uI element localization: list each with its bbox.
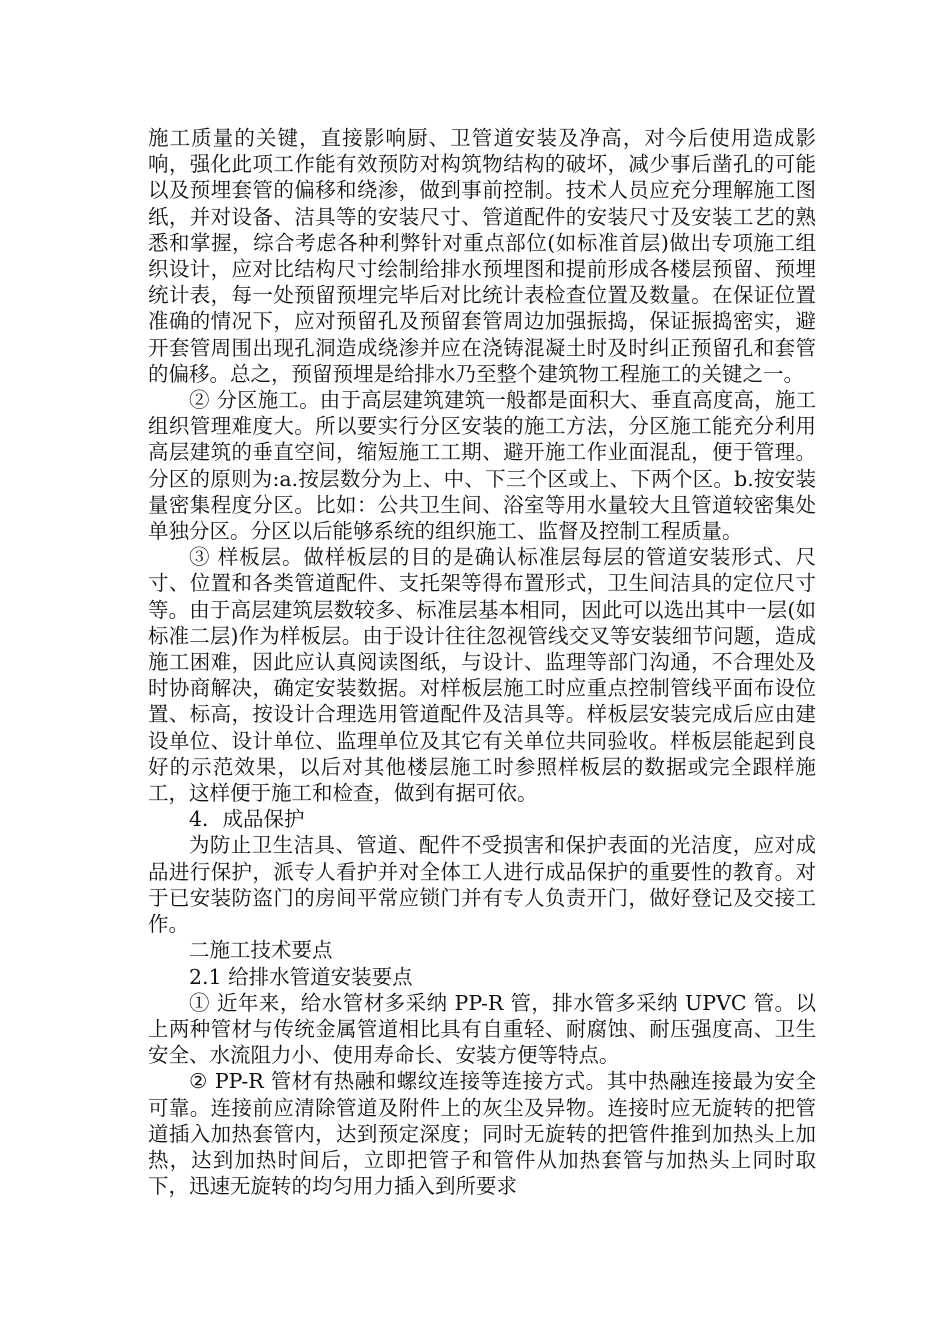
paragraph-zoned-construction: ② 分区施工。由于高层建筑建筑一般都是面积大、垂直高度高，施工组织管理难度大。所以要实行分区安装的施工方法，分区施工能充分利用高层建筑的垂直空间，缩短施工工期、避开施工作业面混乱，便于管理。分区的原则为:a.按层数分为上、中、下三个区或上、下两个区。b.按安装量密集程度分区。比如：公共卫生间、浴室等用水量较大且管道较密集处单独分区。分区以后能够系统的组织施工、监督及控制工程质量。 [148, 388, 816, 544]
heading-pipe-installation: 2.1 给排水管道安装要点 [189, 964, 413, 989]
paragraph-preembedding-summary: 施工质量的关键，直接影响厨、卫管道安装及净高，对今后使用造成影响，强化此项工作能有效预防对构筑物结构的破坏，减少事后凿孔的可能以及预埋套管的偏移和绕渗，做到事前控制。技术人员应充分理解施工图纸，并对设备、洁具等的安装尺寸、管道配件的安装尺寸及安装工艺的熟悉和掌握，综合考虑各种利弊针对重点部位(如标准首层)做出专项施工组织设计，应对比结构尺寸绘制给排水预埋图和提前形成各楼层预留、预埋统计表，每一处预留预埋完毕后对比统计表检查位置及数量。在保证位置准确的情况下，应对预留孔及预留套管周边加强振捣，保证振捣密实，避开套管周围出现孔洞造成绕渗并应在浇铸混凝土时及时纠正预留孔和套管的偏移。总之，预留预埋是给排水乃至整个建筑物工程施工的关键之一。 [148, 126, 816, 386]
paragraph-product-protection: 为防止卫生洁具、管道、配件不受损害和保护表面的光洁度，应对成品进行保护，派专人看护并对全体工人进行成品保护的重要性的教育。对于已安装防盗门的房间平常应锁门并有专人负责开门，做好登记及交接工作。 [148, 833, 816, 937]
paragraph-sample-floor: ③ 样板层。做样板层的目的是确认标准层每层的管道安装形式、尺寸、位置和各类管道配件、支托架等得布置形式，卫生间洁具的定位尺寸等。由于高层建筑层数较多、标准层基本相同，因此可以选出其中一层(如标准二层)作为样板层。由于设计往往忽视管线交叉等安装细节问题，造成施工困难，因此应认真阅读图纸，与设计、监理等部门沟通，不合理处及时协商解决，确定安装数据。对样板层施工时应重点控制管线平面布设位置、标高，按设计合理选用管道配件及洁具等。样板层安装完成后应由建设单位、设计单位、监理单位及其它有关单位共同验收。样板层能起到良好的示范效果，以后对其他楼层施工时参照样板层的数据或完全跟样施工，这样便于施工和检查，做到有据可依。 [148, 545, 816, 806]
paragraph-ppr-connection: ② PP-R 管材有热融和螺纹连接等连接方式。其中热融连接最为安全可靠。连接前应清除管道及附件上的灰尘及异物。连接时应无旋转的把管道插入加热套管内，达到预定深度；同时无旋转的把管件推到加热头上加热，达到加热时间后，立即把管子和管件从加热套管与加热头上同时取下，迅速无旋转的均匀用力插入到所要求 [148, 1069, 816, 1199]
paragraph-pipe-materials: ① 近年来，给水管材多采纳 PP-R 管，排水管多采纳 UPVC 管。以上两种管材与传统金属管道相比具有自重轻、耐腐蚀、耐压强度高、卫生安全、水流阻力小、使用寿命长、安装方便等特点。 [148, 990, 816, 1068]
document-body [148, 125, 816, 1199]
heading-technical-points: 二施工技术要点 [189, 938, 333, 963]
heading-product-protection: 4．成品保护 [189, 807, 305, 832]
